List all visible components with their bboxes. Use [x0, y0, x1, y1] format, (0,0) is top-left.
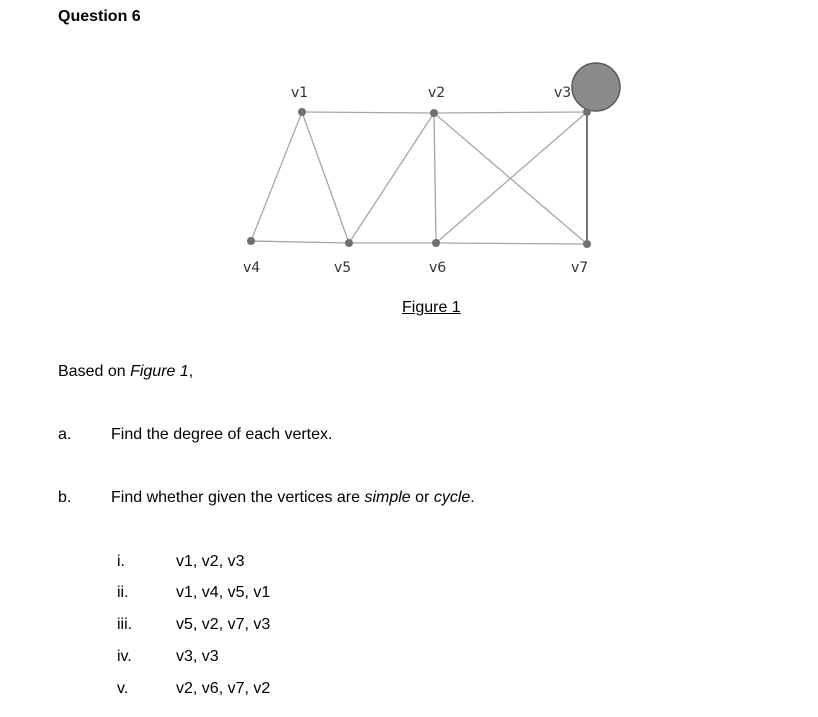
vertex-v1 [298, 108, 306, 116]
subitem-text: v3, v3 [176, 648, 219, 665]
subitem-text: v1, v4, v5, v1 [176, 584, 271, 601]
vertex-v7 [583, 240, 591, 248]
part-a-letter: a. [58, 426, 72, 443]
figure-caption: Figure 1 [402, 299, 461, 316]
intro-prefix: Based on [58, 363, 131, 380]
part-b-letter: b. [58, 489, 72, 506]
edge-v2-v3 [434, 112, 587, 113]
part-a-text: Find the degree of each vertex. [111, 426, 333, 443]
subitem-num: i. [117, 553, 125, 570]
edge-v2-v5 [349, 113, 434, 243]
vertex-v4 [247, 237, 255, 245]
label-v7: v7 [571, 260, 589, 276]
intro-suffix: , [188, 363, 194, 380]
part-b-text-before: Find whether given the vertices are [111, 489, 365, 506]
term-simple: simple [364, 489, 411, 506]
edge-v4-v5 [251, 241, 349, 243]
subitem-text: v5, v2, v7, v3 [176, 616, 271, 633]
vertex-v6 [432, 239, 440, 247]
term-cycle: cycle [433, 489, 471, 506]
part-b-text-mid: or [410, 489, 434, 506]
intro-figure-ref: Figure 1 [130, 363, 189, 380]
label-v6: v6 [429, 260, 447, 276]
label-v1: v1 [291, 85, 309, 101]
part-b-text [111, 489, 475, 507]
edge-v6-v7 [436, 243, 587, 244]
vertex-v2 [430, 109, 438, 117]
edge-v1-v4 [251, 112, 302, 241]
intro-text [58, 363, 193, 381]
edge-v3-v6 [436, 112, 587, 243]
vertex-v5 [345, 239, 353, 247]
subitem-text: v1, v2, v3 [176, 553, 245, 570]
subitem-num: v. [117, 680, 129, 697]
vertex-v3 [583, 108, 591, 116]
graph-figure [0, 0, 818, 330]
edge-v1-v5 [302, 112, 349, 243]
edge-v2-v6 [434, 113, 436, 243]
edge-v1-v2 [302, 112, 434, 113]
label-v4: v4 [243, 260, 261, 276]
subitem-num: iii. [117, 616, 133, 633]
self-loop-v3 [572, 63, 620, 111]
subitem-num: ii. [117, 584, 129, 601]
label-v3: v3 [554, 85, 572, 101]
part-b-text-after: . [470, 489, 475, 506]
subitem-text: v2, v6, v7, v2 [176, 680, 271, 697]
subitem-num: iv. [117, 648, 132, 665]
label-v5: v5 [334, 260, 352, 276]
label-v2: v2 [428, 85, 446, 101]
question-title: Question 6 [58, 8, 141, 25]
